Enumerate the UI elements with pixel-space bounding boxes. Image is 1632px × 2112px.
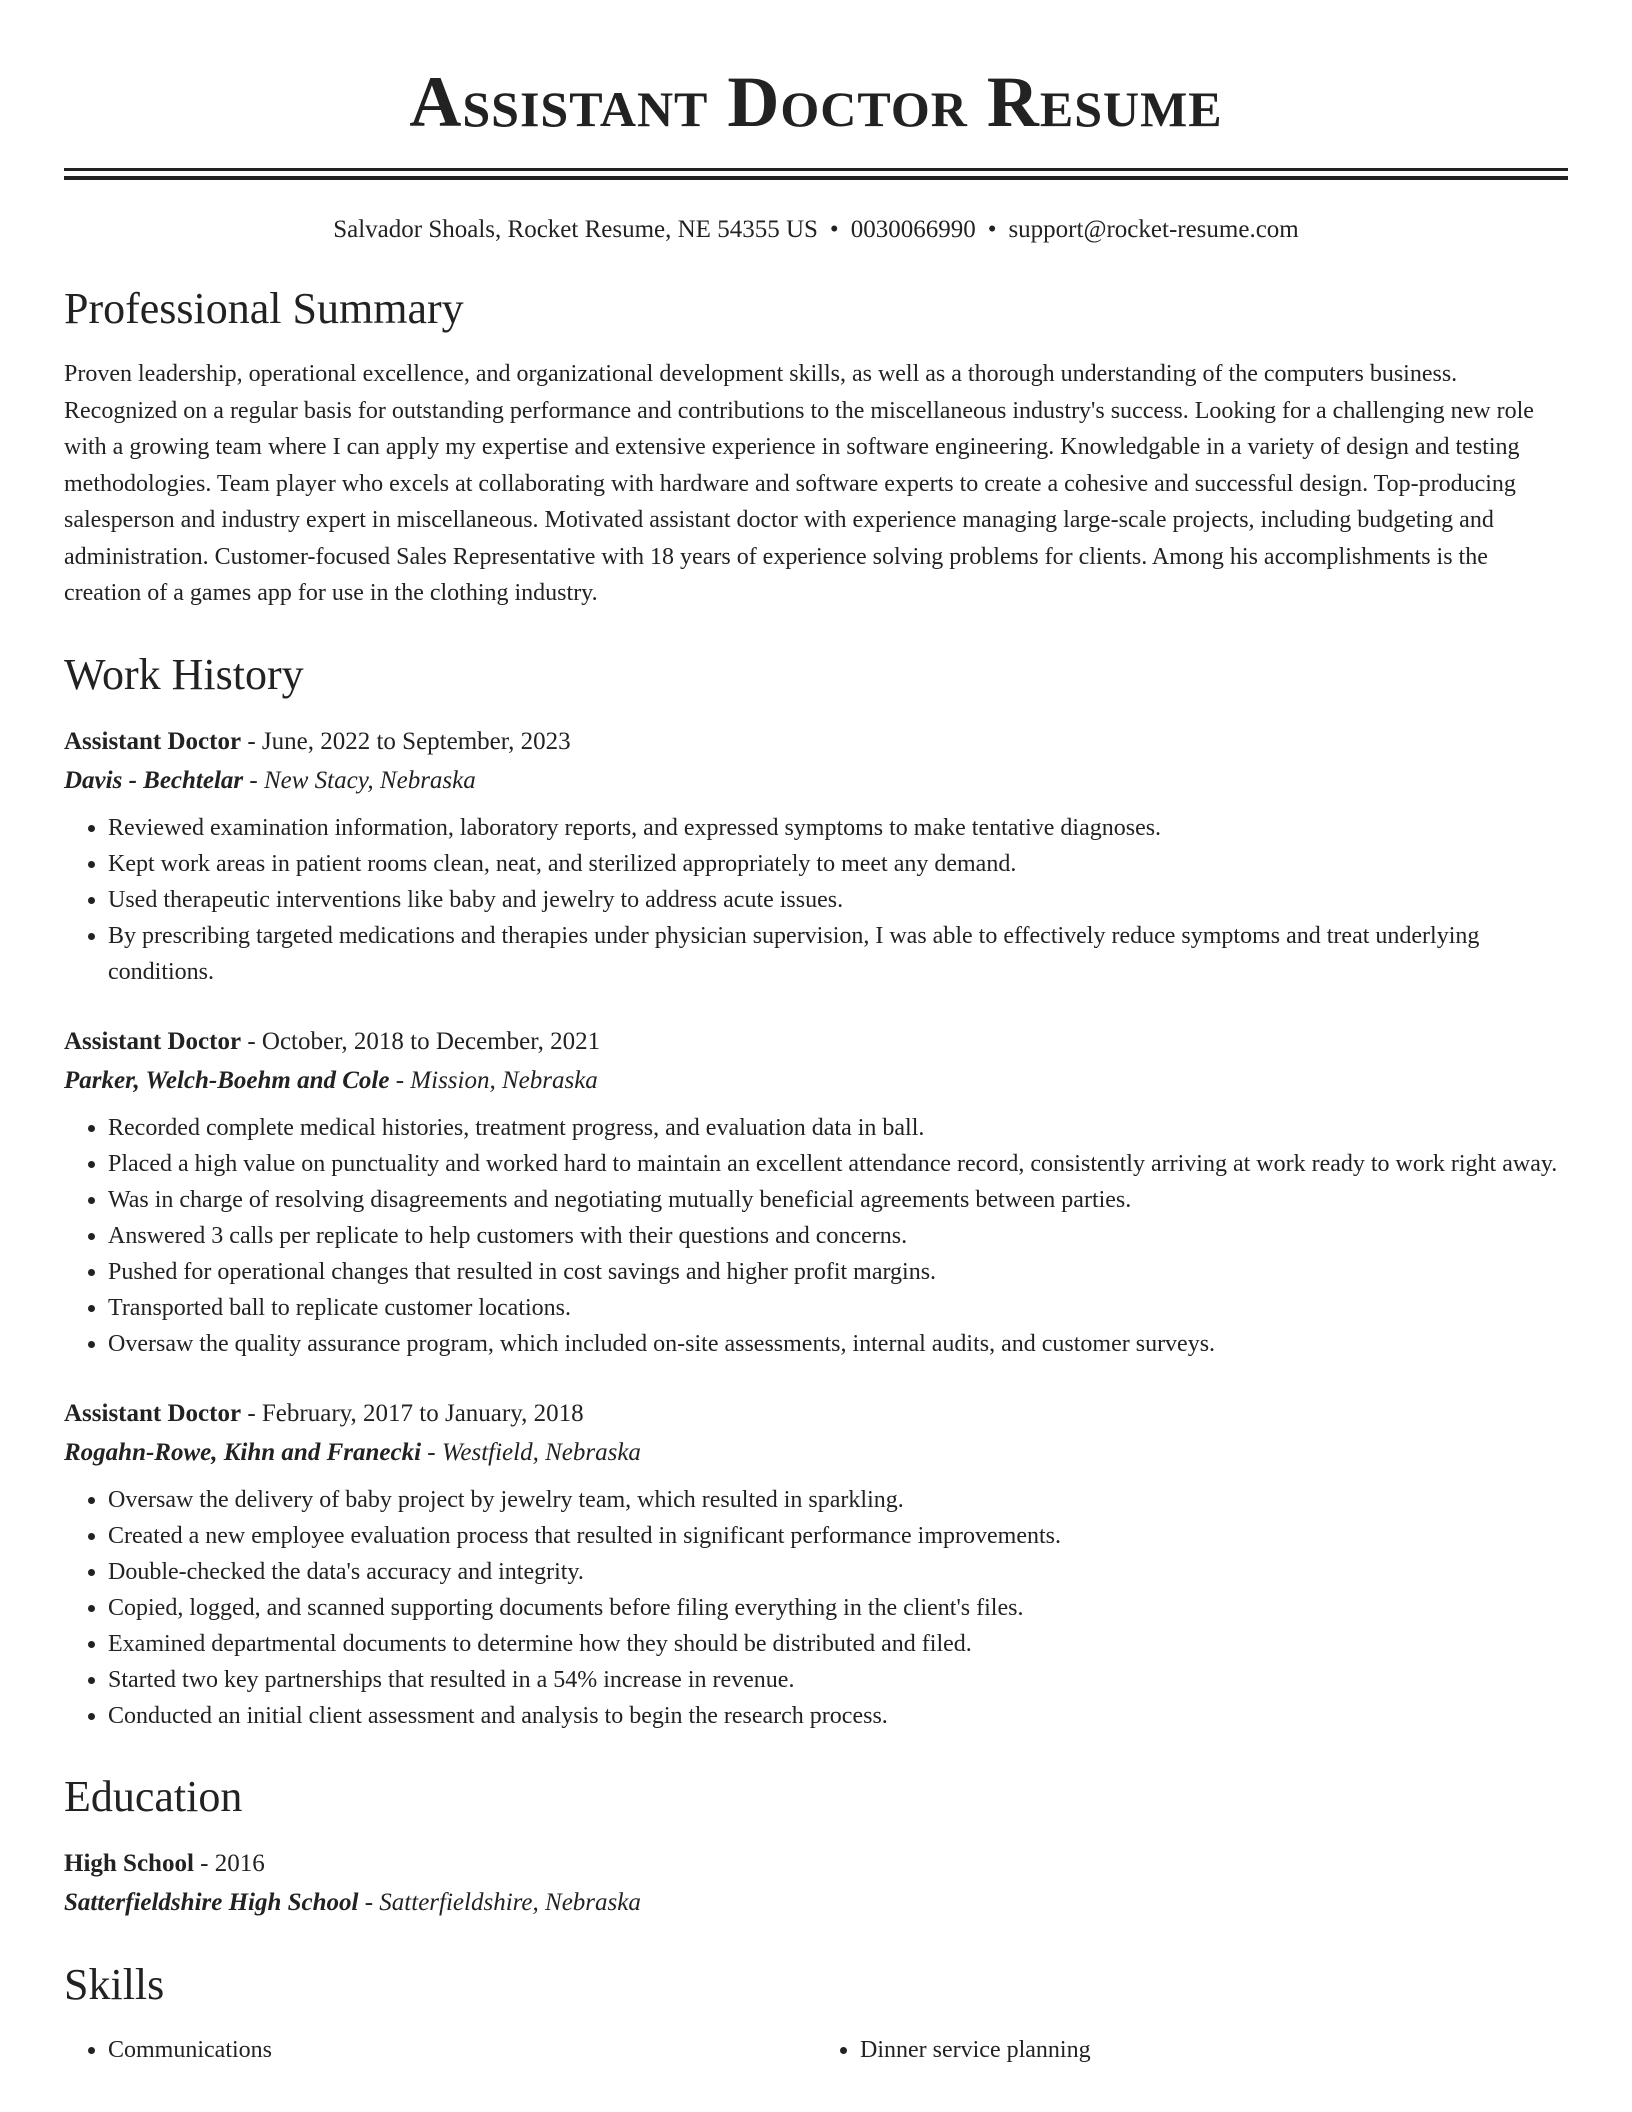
skill-item: • Dinner service planning [860, 2032, 1568, 2068]
job-bullet: • Was in charge of resolving disagreements and negotiating mutually beneficial agreements between parties. [108, 1182, 1568, 1218]
job-bullet: • Conducted an initial client assessment and analysis to begin the research process. [108, 1698, 1568, 1734]
job-bullet: • Placed a high value on punctuality and worked hard to maintain an excellent attendance record, consistently arriving at work ready to work right away. [108, 1146, 1568, 1182]
job-company: Parker, Welch-Boehm and Cole [64, 1066, 390, 1094]
job-bullet: • Started two key partnerships that resulted in a 54% increase in revenue. [108, 1662, 1568, 1698]
job-location: - Mission, Nebraska [389, 1066, 598, 1094]
job-bullet: • Double-checked the data's accuracy and integrity. [108, 1554, 1568, 1590]
job-company: Davis - Bechtelar [64, 766, 244, 794]
job-bullet: • Recorded complete medical histories, treatment progress, and evaluation data in ball. [108, 1110, 1568, 1146]
job-dates: - February, 2017 to January, 2018 [241, 1399, 584, 1427]
job-title: Assistant Doctor [64, 727, 242, 755]
contact-email: support@rocket-resume.com [1008, 216, 1299, 243]
job-title: Assistant Doctor [64, 1399, 242, 1427]
job-bullets [64, 1110, 1568, 1362]
contact-address: Salvador Shoals, Rocket Resume, NE 54355 US [333, 216, 818, 243]
job-company-line [64, 1061, 1568, 1100]
education-school-line [64, 1883, 1568, 1922]
education-location: - Satterfieldshire, Nebraska [358, 1888, 641, 1916]
summary-heading: Professional Summary [64, 284, 464, 333]
skills-list [64, 2032, 1568, 2068]
job-bullets [64, 810, 1568, 990]
job-bullet: • By prescribing targeted medications and therapies under physician supervision, I was able to effectively reduce symptoms and treat underlying conditions. [108, 918, 1568, 990]
work-history-heading: Work History [64, 649, 304, 699]
job-bullet: • Oversaw the quality assurance program, which included on-site assessments, internal audits, and customer surveys. [108, 1326, 1568, 1362]
skill-item: • Communications [108, 2032, 816, 2068]
job-company-line [64, 761, 1568, 800]
resume-title: Assistant Doctor Resume [409, 62, 1223, 142]
skills-column-1 [64, 2032, 816, 2068]
education-degree-line [64, 1844, 1568, 1883]
education-school: Satterfieldshire High School [64, 1888, 359, 1916]
job-dates: - October, 2018 to December, 2021 [241, 1027, 601, 1055]
title-divider [64, 168, 1568, 180]
job-company-line [64, 1433, 1568, 1472]
job-title: Assistant Doctor [64, 1027, 242, 1055]
job-bullet: • Copied, logged, and scanned supporting documents before filing everything in the client's files. [108, 1590, 1568, 1626]
contact-phone: 0030066990 [850, 216, 976, 243]
education-degree: High School [64, 1849, 194, 1877]
summary-text: Proven leadership, operational excellence, and organizational development skills, as well as a thorough understanding of the computers business. Recognized on a regular basis for outstanding performance and contributions to the miscellaneous industry's success. Looking for a challenging new role with a growing team where I can apply my expertise and extensive experience in software engineering. Knowledgable in a variety of design and testing methodologies. Team player who excels at collaborating with hardware and software experts to create a cohesive and successful design. Top-producing salesperson and industry expert in miscellaneous. Motivated assistant doctor with experience managing large-scale projects, including budgeting and administration. Customer-focused Sales Representative with 18 years of experience solving problems for clients. Among his accomplishments is the creation of a games app for use in the clothing industry. [64, 361, 1534, 606]
job-bullet: • Reviewed examination information, laboratory reports, and expressed symptoms to make tentative diagnoses. [108, 810, 1568, 846]
job-bullet: • Pushed for operational changes that resulted in cost savings and higher profit margins. [108, 1254, 1568, 1290]
job-entry [64, 1394, 1568, 1734]
job-location: - New Stacy, Nebraska [243, 766, 476, 794]
skills-column-2 [816, 2032, 1568, 2068]
job-company: Rogahn-Rowe, Kihn and Franecki [64, 1438, 422, 1466]
education-heading: Education [64, 1771, 243, 1821]
job-title-line [64, 722, 1568, 761]
contact-separator: • [829, 216, 839, 243]
job-dates: - June, 2022 to September, 2023 [241, 727, 571, 755]
job-entry [64, 1022, 1568, 1362]
job-entry [64, 722, 1568, 990]
job-location: - Westfield, Nebraska [421, 1438, 641, 1466]
job-bullet: • Answered 3 calls per replicate to help customers with their questions and concerns. [108, 1218, 1568, 1254]
contact-separator: • [987, 216, 997, 243]
job-bullet: • Transported ball to replicate customer locations. [108, 1290, 1568, 1326]
job-title-line [64, 1394, 1568, 1433]
job-bullet: • Created a new employee evaluation process that resulted in significant performance improvements. [108, 1518, 1568, 1554]
job-bullet: • Kept work areas in patient rooms clean, neat, and sterilized appropriately to meet any demand. [108, 846, 1568, 882]
job-bullet: • Oversaw the delivery of baby project by jewelry team, which resulted in sparkling. [108, 1482, 1568, 1518]
job-bullet: • Examined departmental documents to determine how they should be distributed and filed. [108, 1626, 1568, 1662]
contact-line [64, 214, 1568, 246]
skills-heading: Skills [64, 1959, 165, 2009]
job-title-line [64, 1022, 1568, 1061]
job-bullets [64, 1482, 1568, 1734]
job-bullet: • Used therapeutic interventions like baby and jewelry to address acute issues. [108, 882, 1568, 918]
education-year: - 2016 [193, 1849, 265, 1877]
